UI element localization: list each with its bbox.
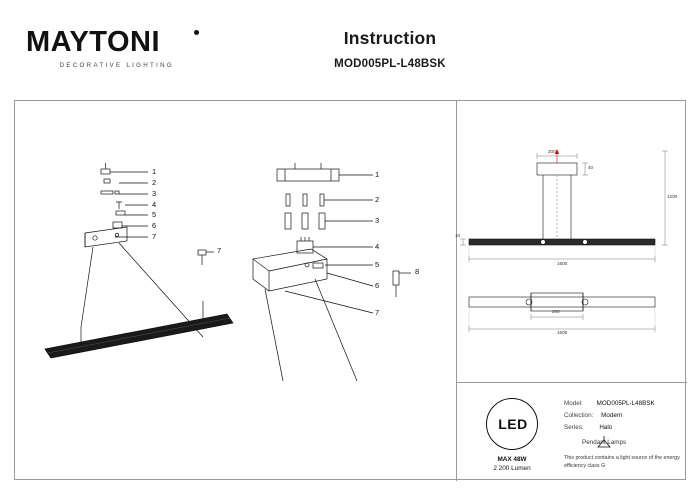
callout-right-6: 6 [375, 281, 380, 290]
technical-drawing [457, 101, 687, 382]
spec-type-value: Pendant Lamps [582, 439, 627, 446]
logo-dot-icon [194, 30, 199, 35]
page-title: Instruction [343, 28, 437, 48]
callout-right-2: 2 [375, 195, 380, 204]
assembly-diagram-right [245, 101, 456, 382]
pendant-lamp-icon [596, 436, 612, 448]
callout-right-4: 4 [375, 242, 380, 251]
led-badge-label: LED [498, 416, 528, 432]
energy-class-note: This product contains a light source of the energy efficiency class G [564, 455, 680, 469]
spec-series-value: Halo [599, 424, 613, 431]
callout-right-5: 5 [375, 260, 380, 269]
brand-tagline: DECORATIVE LIGHTING [59, 62, 174, 69]
spec-model-row [564, 400, 655, 407]
callout-left-4: 4 [152, 200, 157, 209]
dim-plan-plate-width: 200 [552, 309, 560, 314]
dim-bar-length-front: 1600 [557, 261, 568, 266]
spec-series-key: Series: [564, 424, 584, 431]
dim-total-drop: 1200 [667, 194, 678, 199]
page-header [0, 0, 700, 88]
led-lumen-output: 2 200 Lumen [493, 465, 531, 472]
content-frame [14, 100, 686, 480]
dim-top-plate-height: 40 [588, 165, 594, 170]
page-model-code: MOD005PL-L48BSK [334, 58, 446, 70]
callout-left-2: 2 [152, 178, 157, 187]
dim-bar-length-plan: 1600 [557, 330, 568, 335]
spec-series-row [564, 424, 612, 431]
dim-bar-thickness: 10 [455, 233, 461, 238]
spec-collection-key: Collection: [564, 412, 594, 419]
callout-left-3: 3 [152, 189, 157, 198]
dim-top-plate-width: 200 [548, 149, 556, 154]
callout-right-7: 7 [375, 308, 380, 317]
callout-right-8: 8 [415, 267, 420, 276]
led-max-power: MAX 48W [497, 456, 527, 463]
callout-right-1: 1 [375, 170, 380, 179]
spec-model-value: MOD005PL-L48BSK [596, 400, 655, 407]
callout-left-1: 1 [152, 167, 157, 176]
brand-logo [26, 28, 226, 69]
title-block [220, 28, 560, 70]
spec-model-key: Model: [564, 400, 583, 407]
callout-left-7b: 7 [217, 246, 222, 255]
callout-left-7: 7 [152, 232, 157, 241]
spec-collection-row [564, 412, 623, 419]
brand-name: MAYTONI [26, 26, 161, 58]
callout-left-5: 5 [152, 210, 157, 219]
callout-left-6: 6 [152, 221, 157, 230]
callout-right-3: 3 [375, 216, 380, 225]
product-info-panel [456, 382, 687, 481]
led-badge-circle [486, 398, 538, 450]
spec-collection-value: Modern [601, 412, 623, 419]
